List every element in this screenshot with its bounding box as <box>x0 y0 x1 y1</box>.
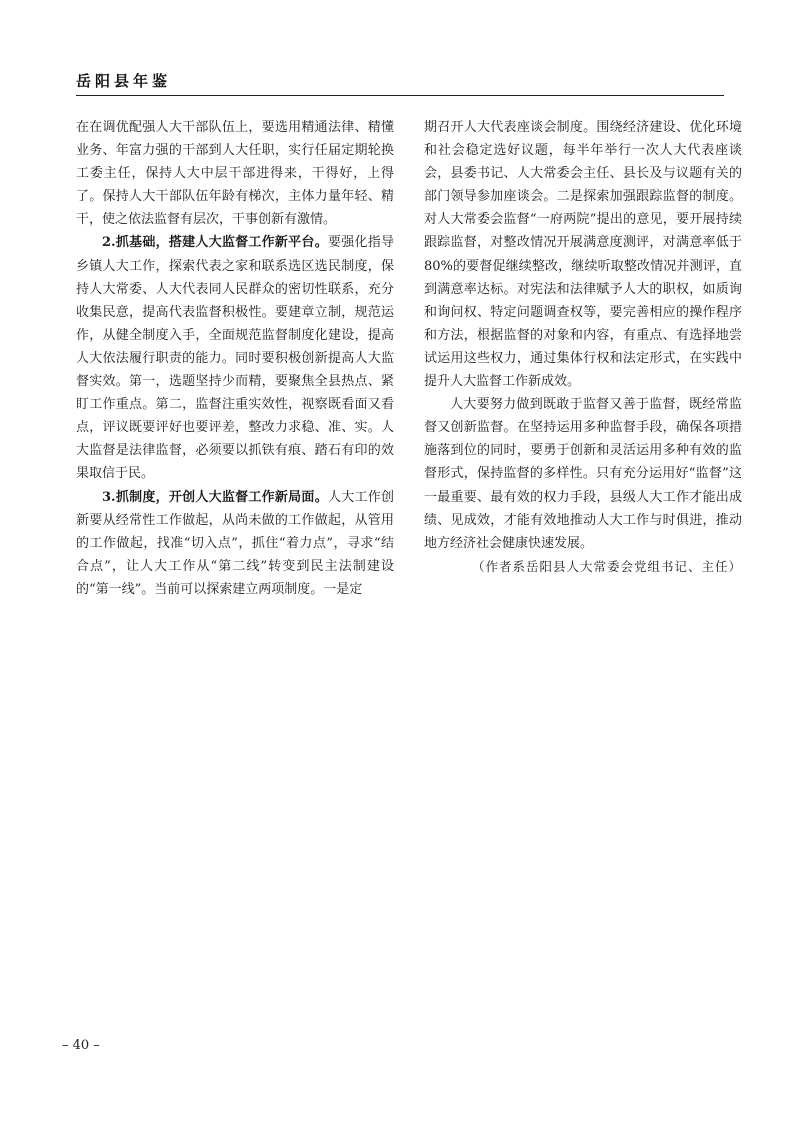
left-column <box>76 116 394 601</box>
section-3-body: 人大工作创新要从经常性工作做起，从尚未做的工作做起，从管用的工作做起，找准“切入点”，抓住“着力点”，寻求“结合点”，让人大工作从“第二线”转变到民主法制建设的“第一线”。当前可以探索建立两项制度。一是定 <box>76 489 394 597</box>
section-2-body: 要强化指导乡镇人大工作，探索代表之家和联系选区选民制度，保持人大常委、人大代表同人民群众的密切性联系，充分收集民意，提高代表监督积极性。要建章立制，规范运作，从健全制度入手，全面规范监督制度化建设，提高人大依法履行职责的能力。同时要积极创新提高人大监督实效。第一，选题坚持少而精，要聚焦全县热点、紧盯工作重点。第二，监督注重实效性，视察既看面又看点，评议既要评好也要评差，整改力求稳、准、实。人大监督是法律监督，必须要以抓铁有痕、踏石有印的效果取信于民。 <box>76 235 394 482</box>
page-number: – 40 – <box>62 1038 100 1053</box>
running-header <box>76 68 724 96</box>
yearbook-title: 岳阳县年鉴 <box>76 72 172 90</box>
section-2-paragraph <box>76 231 394 485</box>
paragraph-two-systems: 期召开人大代表座谈会制度。围绕经济建设、优化环境和社会稳定选好议题，每半年举行一次人大代表座谈会，县委书记、人大常委会主任、县长及与议题有关的部门领导参加座谈会。二是探索加强跟踪监督的制度。对人大常委会监督“一府两院”提出的意见，要开展持续跟踪监督，对整改情况开展满意度测评，对满意率低于80%的要督促继续整改，继续听取整改情况并测评，直到满意率达标。对宪法和法律赋予人大的职权，如质询和询问权、特定问题调查权等，要完善相应的操作程序和方法，根据监督的对象和内容，有重点、有选择地尝试运用这些权力，通过集体行权和法定形式，在实践中提升人大监督工作新成效。 <box>424 120 742 390</box>
section-3-paragraph <box>76 486 394 601</box>
header-divider <box>76 95 724 96</box>
paragraph-conclusion: 人大要努力做到既敢于监督又善于监督，既经常监督又创新监督。在坚持运用多种监督手段，确保各项措施落到位的同时，要勇于创新和灵活运用多种有效的监督形式，保持监督的多样性。只有充分运用好“监督”这一最重要、最有效的权力手段，县级人大工作才能出成绩、见成效，才能有效地推动人大工作与时俱进，推动地方经济社会健康快速发展。 <box>424 397 742 551</box>
author-byline: （作者系岳阳县人大常委会党组书记、主任） <box>471 558 742 574</box>
section-2-heading: 2.抓基础，搭建人大监督工作新平台。 <box>102 235 328 251</box>
right-column <box>424 116 742 578</box>
paragraph-cadre-team: 在在调优配强人大干部队伍上，要选用精通法律、精懂业务、年富力强的干部到人大任职，实行任届定期轮换工委主任，保持人大中层干部进得来，干得好，上得了。保持人大干部队伍年龄有梯次，主体力量年轻、精干，使之依法监督有层次，干事创新有激情。 <box>76 120 394 228</box>
section-3-heading: 3.抓制度，开创人大监督工作新局面。 <box>102 489 328 505</box>
